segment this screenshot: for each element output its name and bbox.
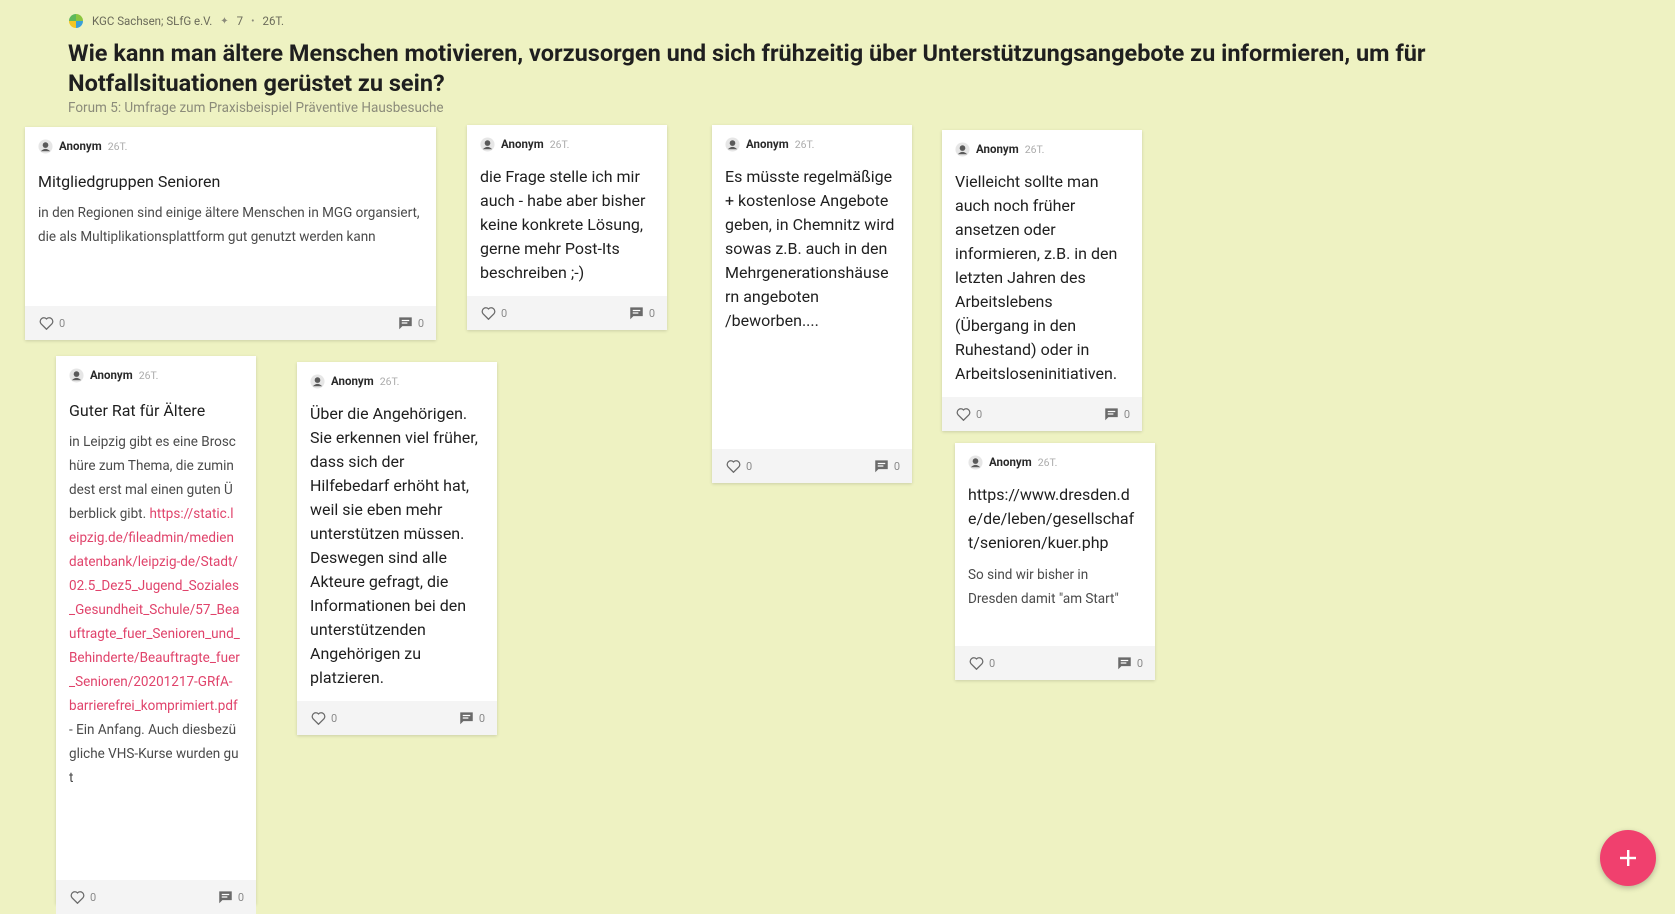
comment-icon	[218, 890, 233, 904]
author-name[interactable]: Anonym	[501, 137, 544, 151]
heart-icon	[726, 459, 741, 473]
heart-icon	[311, 711, 326, 725]
like-count: 0	[90, 890, 97, 904]
post-body	[69, 430, 240, 790]
post-time: 26T.	[1037, 455, 1058, 469]
post-title: Mitgliedgruppen Senioren	[38, 172, 221, 191]
avatar-icon	[480, 137, 495, 152]
like-button[interactable]	[481, 306, 507, 320]
board-time: 26T.	[262, 14, 285, 28]
like-count: 0	[59, 316, 66, 330]
comment-button[interactable]	[1117, 656, 1143, 670]
comment-button[interactable]	[874, 459, 900, 473]
post-title[interactable]: https://www.dresden.de/de/leben/gesellschaft/senioren/kuer.php	[968, 485, 1135, 552]
avatar-icon	[310, 374, 325, 389]
post-footer	[297, 701, 497, 735]
board-title: Wie kann man ältere Menschen motivieren, vorzusorgen und sich frühzeitig über Unterstützungsangebote zu informieren, um für Notfallsituationen gerüstet zu sein?	[68, 39, 1426, 97]
avatar-icon	[69, 368, 84, 383]
post-footer	[942, 397, 1142, 431]
comment-button[interactable]	[629, 306, 655, 320]
post-card[interactable]	[467, 125, 667, 330]
post-body: So sind wir bisher in Dresden damit "am Start"	[968, 567, 1119, 607]
board-meta	[68, 12, 1568, 30]
post-body: in den Regionen sind einige ältere Menschen in MGG organsiert, die als Multiplikationsplattform gut genutzt werden kann	[38, 205, 420, 245]
post-author	[955, 140, 1126, 158]
like-button[interactable]	[311, 711, 337, 725]
heart-icon	[481, 306, 496, 320]
like-count: 0	[976, 407, 983, 421]
post-time: 26T.	[107, 139, 128, 153]
post-author	[38, 137, 420, 155]
post-time: 26T.	[138, 368, 159, 382]
like-count: 0	[331, 711, 338, 725]
post-time: 26T.	[1024, 142, 1045, 156]
post-body: Vielleicht sollte man auch noch früher ansetzen oder informieren, z.B. in den letzten Jahren des Arbeitslebens (Übergang in den Ruhestand) oder in Arbeitsloseninitiativen.	[955, 172, 1118, 383]
like-count: 0	[989, 656, 996, 670]
like-button[interactable]	[70, 890, 96, 904]
post-footer	[467, 296, 667, 330]
like-button[interactable]	[726, 459, 752, 473]
comment-count: 0	[1136, 656, 1143, 670]
post-title: Guter Rat für Ältere	[69, 401, 206, 420]
avatar-icon	[725, 137, 740, 152]
post-body-text: in Leipzig gibt es eine Broschüre zum Thema, die zumindest erst mal einen guten Überblick gibt.	[69, 434, 236, 522]
author-name[interactable]: Anonym	[989, 455, 1032, 469]
avatar-icon	[955, 142, 970, 157]
comment-count: 0	[893, 459, 900, 473]
avatar-icon	[968, 455, 983, 470]
like-count: 0	[746, 459, 753, 473]
organization-logo-icon	[68, 13, 84, 29]
board-header	[68, 12, 1568, 116]
separator-icon: ✦	[220, 15, 229, 27]
dot-separator: •	[251, 15, 255, 27]
post-card[interactable]	[25, 127, 436, 340]
comment-icon	[459, 711, 474, 725]
comment-icon	[1104, 407, 1119, 421]
comment-icon	[398, 316, 413, 330]
comment-count: 0	[478, 711, 485, 725]
like-button[interactable]	[39, 316, 65, 330]
post-body: Es müsste regelmäßige + kostenlose Angebote geben, in Chemnitz wird sowas z.B. auch in den Mehrgenerationshäuse rn angeboten /beworben....	[725, 167, 895, 330]
like-count: 0	[501, 306, 508, 320]
heart-icon	[956, 407, 971, 421]
post-body: Über die Angehörigen. Sie erkennen viel früher, dass sich der Hilfebedarf erhöht hat, weil sie eben mehr unterstützen müssen. Deswegen sind alle Akteure gefragt, die Informationen bei den unterstützenden Angehörigen zu platzieren.	[310, 404, 478, 687]
add-post-button[interactable]	[1600, 830, 1656, 886]
heart-icon	[39, 316, 54, 330]
comment-count: 0	[1123, 407, 1130, 421]
author-name[interactable]: Anonym	[59, 139, 102, 153]
post-author	[69, 366, 240, 384]
post-author	[968, 453, 1139, 471]
post-footer	[955, 646, 1155, 680]
post-time: 26T.	[379, 374, 400, 388]
like-button[interactable]	[956, 407, 982, 421]
plus-icon	[1619, 849, 1637, 867]
post-card[interactable]	[297, 362, 497, 735]
post-body-text: - Ein Anfang. Auch diesbezügliche VHS-Kurse wurden gut	[69, 722, 239, 786]
board-author[interactable]: KGC Sachsen; SLfG e.V.	[92, 14, 213, 28]
comment-button[interactable]	[1104, 407, 1130, 421]
avatar-icon	[38, 139, 53, 154]
comment-count: 0	[417, 316, 424, 330]
post-footer	[56, 880, 256, 914]
post-footer	[25, 306, 436, 340]
comment-button[interactable]	[459, 711, 485, 725]
post-link[interactable]: https://static.leipzig.de/fileadmin/mediendatenbank/leipzig-de/Stadt/02.5_Dez5_Jugend_Soziales_Gesundheit_Schule/57_Beauftragte_fuer_Senioren_und_Behinderte/Beauftragte_fuer_Senioren/20201217-GRfA-barrierefrei_komprimiert.pdf	[69, 506, 240, 714]
post-time: 26T.	[549, 137, 570, 151]
comment-icon	[1117, 656, 1132, 670]
post-author	[725, 135, 896, 153]
post-card[interactable]	[955, 443, 1155, 680]
author-name[interactable]: Anonym	[976, 142, 1019, 156]
post-time: 26T.	[794, 137, 815, 151]
author-name[interactable]: Anonym	[746, 137, 789, 151]
author-name[interactable]: Anonym	[331, 374, 374, 388]
heart-icon	[70, 890, 85, 904]
comment-icon	[629, 306, 644, 320]
board-subtitle: Forum 5: Umfrage zum Praxisbeispiel Präventive Hausbesuche	[68, 100, 444, 116]
comment-icon	[874, 459, 889, 473]
comment-count: 0	[237, 890, 244, 904]
post-author	[480, 135, 651, 153]
post-card[interactable]	[942, 130, 1142, 431]
post-card[interactable]	[56, 356, 256, 904]
post-author	[310, 372, 481, 390]
post-card[interactable]	[712, 125, 912, 483]
comment-button[interactable]	[398, 316, 424, 330]
comment-count: 0	[648, 306, 655, 320]
like-button[interactable]	[969, 656, 995, 670]
comment-button[interactable]	[218, 890, 244, 904]
post-count: 7	[236, 14, 244, 28]
post-body: die Frage stelle ich mir auch - habe aber bisher keine konkrete Lösung, gerne mehr Post-Its beschreiben ;-)	[480, 167, 646, 282]
author-name[interactable]: Anonym	[90, 368, 133, 382]
heart-icon	[969, 656, 984, 670]
post-footer	[712, 449, 912, 483]
